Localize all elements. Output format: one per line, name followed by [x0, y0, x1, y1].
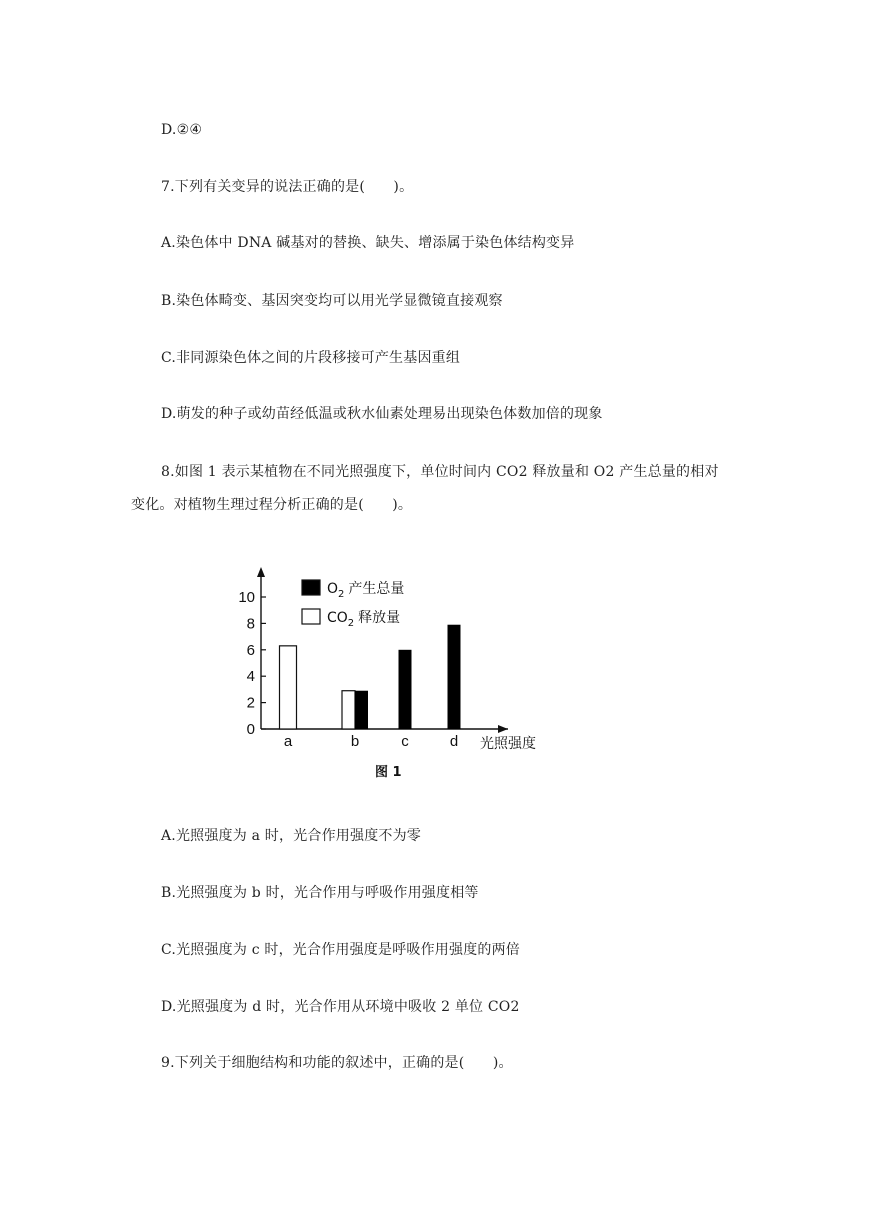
- bar-co2-b: [342, 691, 355, 729]
- q7-option-c: C.非同源染色体之间的片段移接可产生基因重组: [161, 350, 461, 366]
- q8-option-d: D.光照强度为 d 时，光合作用从环境中吸收 2 单位 CO2: [161, 999, 520, 1015]
- legend-swatch: [302, 580, 320, 595]
- bar-o2-b: [355, 691, 368, 729]
- q8-option-b: B.光照强度为 b 时，光合作用与呼吸作用强度相等: [161, 885, 479, 901]
- q7-option-b: B.染色体畸变、基因突变均可以用光学显微镜直接观察: [161, 293, 503, 309]
- q6-option-d: D.②④: [161, 122, 203, 138]
- q8-option-c: C.光照强度为 c 时，光合作用强度是呼吸作用强度的两倍: [161, 942, 521, 958]
- q7-option-d: D.萌发的种子或幼苗经低温或秋水仙素处理易出现染色体数加倍的现象: [161, 406, 603, 422]
- q8-stem-line-2: 变化。对植物生理过程分析正确的是( )。: [131, 497, 413, 513]
- x-tick-label-a: a: [283, 733, 293, 750]
- chart-legend: [302, 580, 404, 629]
- y-tick-label: 6: [246, 641, 255, 659]
- q7-option-a: A.染色体中 DNA 碱基对的替换、缺失、增添属于染色体结构变异: [161, 235, 575, 251]
- x-tick-label-b: b: [350, 733, 360, 750]
- bar-o2-d: [448, 625, 461, 729]
- y-tick-label: 8: [246, 615, 255, 633]
- legend-label: $O_2$ 产生总量: [327, 581, 405, 600]
- x-axis-arrow: [498, 725, 508, 733]
- y-tick-label: 2: [246, 694, 255, 712]
- figure-1-bar-chart: [228, 560, 558, 788]
- legend-label: $CO_2$ 释放量: [327, 610, 401, 629]
- chart-y-ticks: [238, 589, 266, 738]
- y-tick-label: 10: [238, 589, 255, 606]
- q8-option-a: A.光照强度为 a 时，光合作用强度不为零: [161, 828, 422, 844]
- y-axis-arrow: [257, 567, 265, 577]
- q9-stem: 9.下列关于细胞结构和功能的叙述中，正确的是( )。: [161, 1055, 513, 1071]
- q7-stem: 7.下列有关变异的说法正确的是( )。: [161, 179, 414, 195]
- y-tick-label: 4: [246, 668, 255, 686]
- x-tick-label-c: c: [401, 733, 409, 750]
- chart-x-axis-title: 光照强度: [480, 736, 536, 752]
- chart-caption: 图 1: [375, 765, 402, 780]
- y-tick-label: 0: [246, 721, 255, 738]
- chart-bars: [280, 625, 461, 729]
- q8-stem-line-1: 8.如图 1 表示某植物在不同光照强度下，单位时间内 CO2 释放量和 O2 产生总量的相对: [161, 464, 719, 480]
- x-tick-label-d: d: [449, 733, 459, 750]
- bar-co2-a: [280, 646, 297, 729]
- bar-o2-c: [399, 650, 412, 729]
- legend-swatch: [302, 609, 320, 624]
- chart-x-labels: [284, 733, 458, 750]
